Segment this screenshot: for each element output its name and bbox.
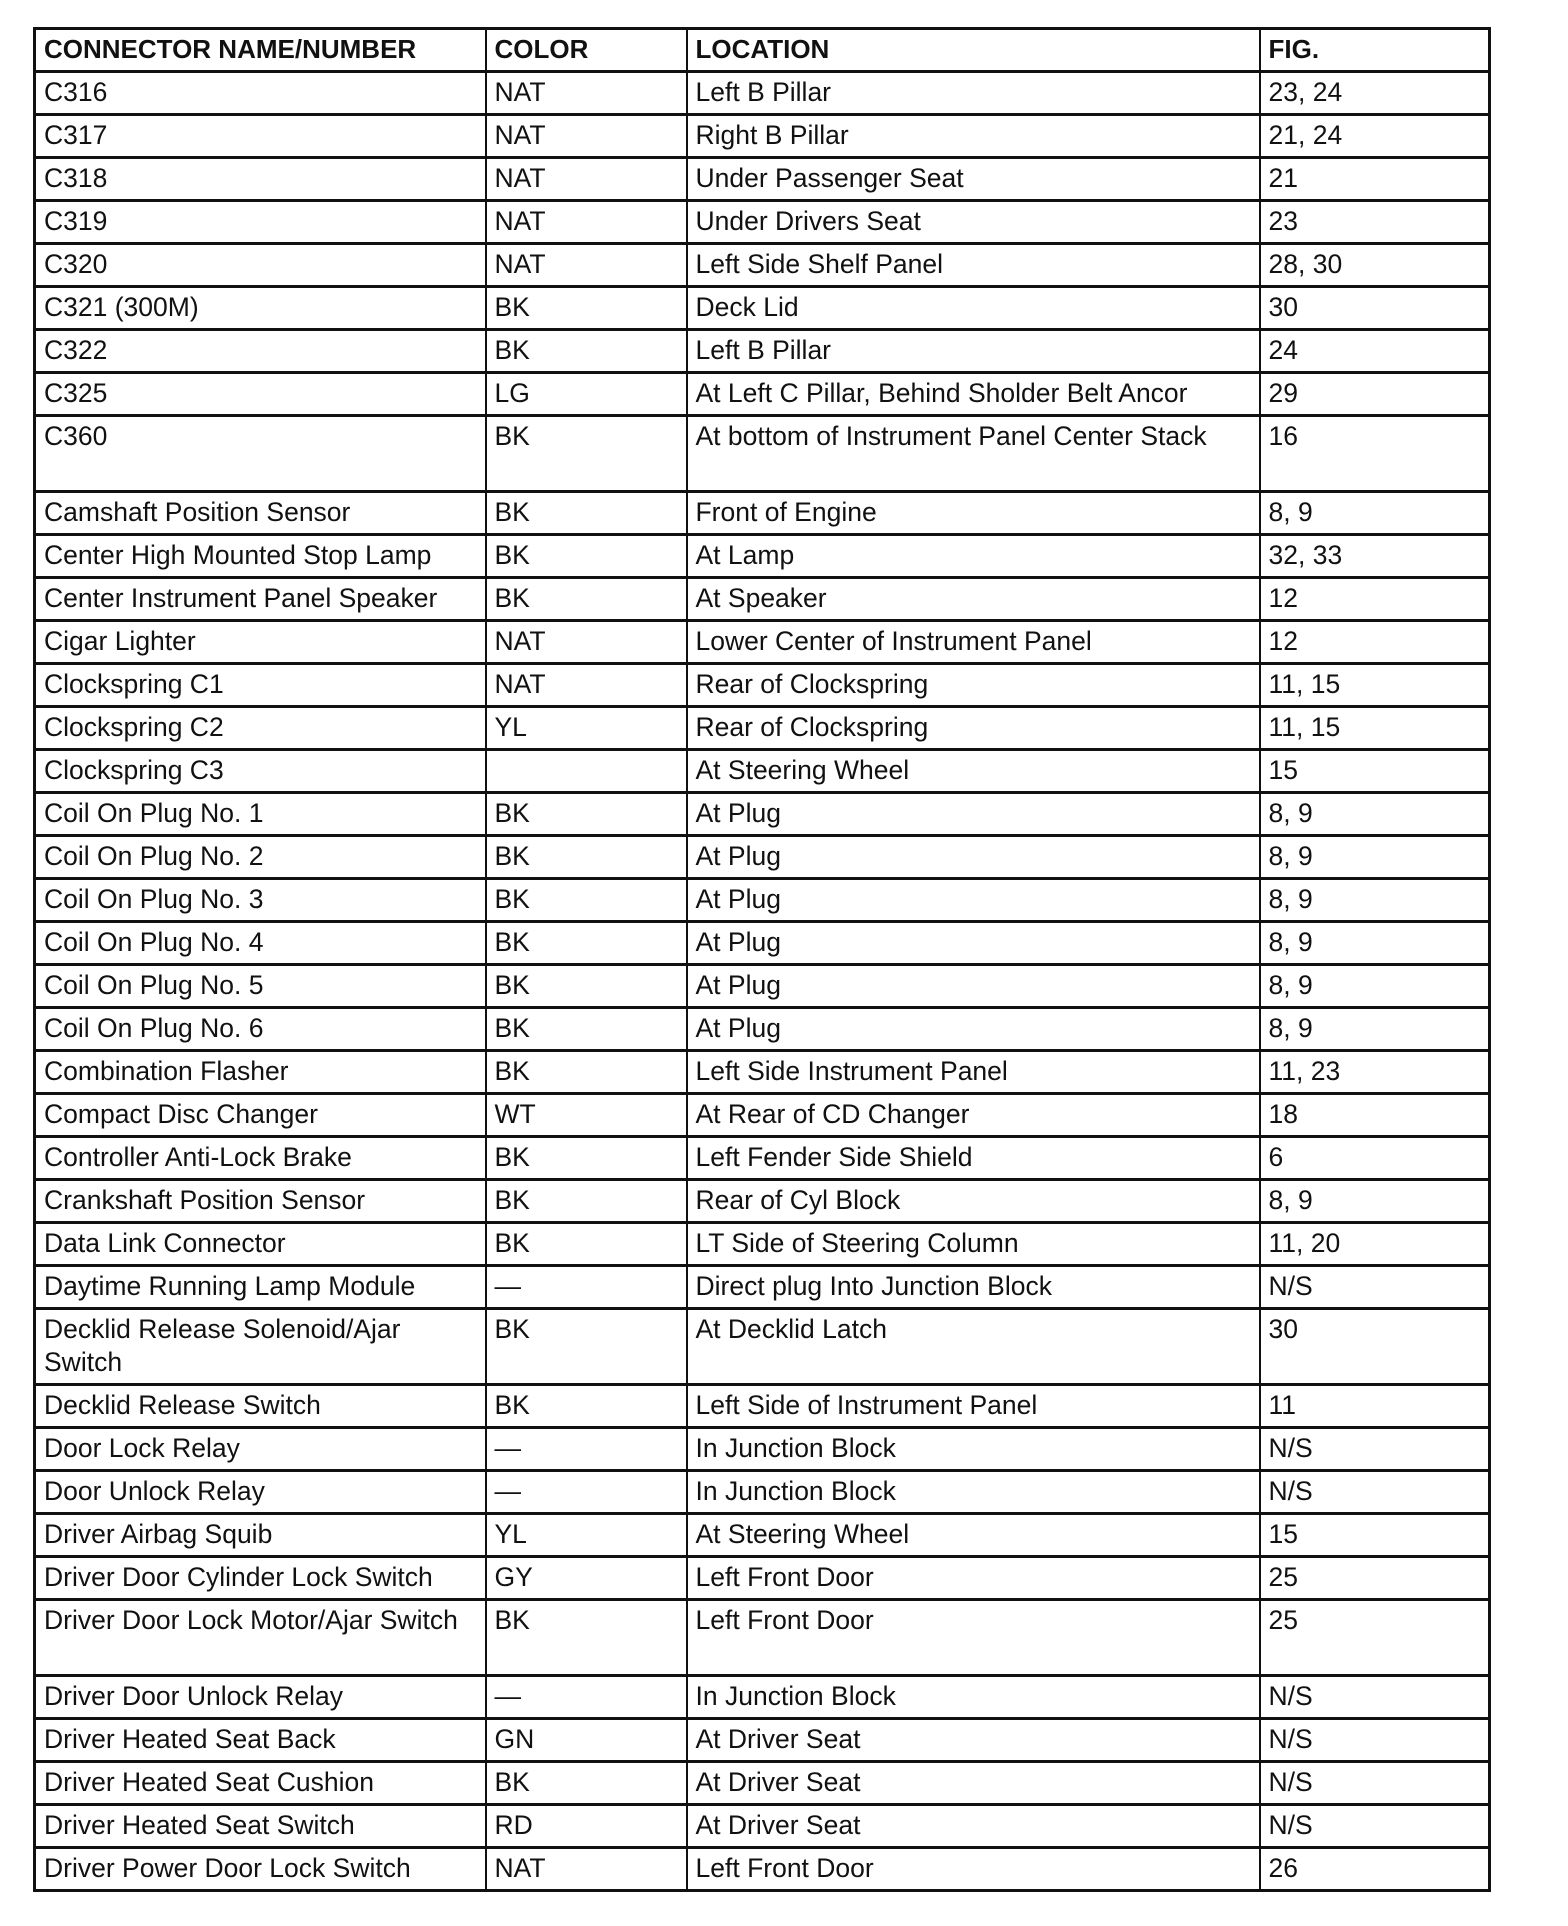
cell-location: At Driver Seat xyxy=(687,1762,1260,1805)
cell-location: At Plug xyxy=(687,965,1260,1008)
cell-fig: 8, 9 xyxy=(1260,1008,1490,1051)
cell-color xyxy=(486,750,687,793)
cell-color: BK xyxy=(486,1600,687,1676)
cell-color: — xyxy=(486,1676,687,1719)
cell-fig: 12 xyxy=(1260,578,1490,621)
cell-fig: 8, 9 xyxy=(1260,793,1490,836)
table-row xyxy=(35,664,1490,707)
cell-color: BK xyxy=(486,578,687,621)
cell-connector-name: C321 (300M) xyxy=(35,287,486,330)
cell-connector-name: C316 xyxy=(35,72,486,115)
table-row xyxy=(35,1094,1490,1137)
cell-connector-name: Center Instrument Panel Speaker xyxy=(35,578,486,621)
cell-color: — xyxy=(486,1266,687,1309)
table-row xyxy=(35,1223,1490,1266)
header-location: LOCATION xyxy=(687,29,1260,72)
cell-color: NAT xyxy=(486,1848,687,1891)
table-row xyxy=(35,1180,1490,1223)
cell-connector-name: Controller Anti-Lock Brake xyxy=(35,1137,486,1180)
table-row xyxy=(35,965,1490,1008)
cell-connector-name: Driver Door Lock Motor/Ajar Switch xyxy=(35,1600,486,1676)
cell-color: BK xyxy=(486,1762,687,1805)
cell-connector-name: Camshaft Position Sensor xyxy=(35,492,486,535)
cell-location: At Rear of CD Changer xyxy=(687,1094,1260,1137)
cell-color: RD xyxy=(486,1805,687,1848)
cell-color: BK xyxy=(486,879,687,922)
cell-fig: 8, 9 xyxy=(1260,836,1490,879)
table-row xyxy=(35,1848,1490,1891)
cell-connector-name: Center High Mounted Stop Lamp xyxy=(35,535,486,578)
table-row xyxy=(35,158,1490,201)
cell-color: NAT xyxy=(486,115,687,158)
cell-connector-name: C317 xyxy=(35,115,486,158)
header-fig: FIG. xyxy=(1260,29,1490,72)
table-row xyxy=(35,1805,1490,1848)
cell-location: Left Side Shelf Panel xyxy=(687,244,1260,287)
table-row xyxy=(35,707,1490,750)
cell-location: Deck Lid xyxy=(687,287,1260,330)
table-row xyxy=(35,201,1490,244)
cell-connector-name: Driver Door Unlock Relay xyxy=(35,1676,486,1719)
cell-color: BK xyxy=(486,1137,687,1180)
cell-color: — xyxy=(486,1428,687,1471)
cell-location: Under Passenger Seat xyxy=(687,158,1260,201)
cell-location: In Junction Block xyxy=(687,1428,1260,1471)
connector-table-page xyxy=(33,27,1488,1892)
cell-location: Under Drivers Seat xyxy=(687,201,1260,244)
cell-location: Right B Pillar xyxy=(687,115,1260,158)
header-color: COLOR xyxy=(486,29,687,72)
cell-connector-name: Driver Heated Seat Switch xyxy=(35,1805,486,1848)
cell-fig: 25 xyxy=(1260,1600,1490,1676)
cell-fig: 23, 24 xyxy=(1260,72,1490,115)
cell-fig: N/S xyxy=(1260,1762,1490,1805)
cell-location: At Left C Pillar, Behind Sholder Belt Ancor xyxy=(687,373,1260,416)
cell-color: BK xyxy=(486,965,687,1008)
cell-connector-name: Driver Heated Seat Back xyxy=(35,1719,486,1762)
cell-connector-name: Driver Heated Seat Cushion xyxy=(35,1762,486,1805)
cell-location: At Driver Seat xyxy=(687,1719,1260,1762)
cell-location: At Plug xyxy=(687,793,1260,836)
cell-color: LG xyxy=(486,373,687,416)
header-row xyxy=(35,29,1490,72)
cell-connector-name: Coil On Plug No. 6 xyxy=(35,1008,486,1051)
cell-color: NAT xyxy=(486,72,687,115)
cell-fig: N/S xyxy=(1260,1471,1490,1514)
cell-fig: 32, 33 xyxy=(1260,535,1490,578)
table-row xyxy=(35,1428,1490,1471)
table-row xyxy=(35,621,1490,664)
cell-fig: 16 xyxy=(1260,416,1490,492)
cell-fig: 24 xyxy=(1260,330,1490,373)
table-row xyxy=(35,1309,1490,1385)
table-body xyxy=(35,72,1490,1891)
table-row xyxy=(35,1762,1490,1805)
cell-location: Lower Center of Instrument Panel xyxy=(687,621,1260,664)
cell-fig: 11 xyxy=(1260,1385,1490,1428)
cell-connector-name: Daytime Running Lamp Module xyxy=(35,1266,486,1309)
cell-location: At Steering Wheel xyxy=(687,750,1260,793)
table-row xyxy=(35,836,1490,879)
table-row xyxy=(35,1266,1490,1309)
cell-color: NAT xyxy=(486,244,687,287)
cell-connector-name: Compact Disc Changer xyxy=(35,1094,486,1137)
cell-fig: 8, 9 xyxy=(1260,879,1490,922)
cell-color: BK xyxy=(486,1385,687,1428)
cell-color: BK xyxy=(486,330,687,373)
cell-connector-name: C325 xyxy=(35,373,486,416)
table-row xyxy=(35,793,1490,836)
cell-fig: N/S xyxy=(1260,1719,1490,1762)
cell-color: BK xyxy=(486,922,687,965)
table-row xyxy=(35,1514,1490,1557)
cell-connector-name: C360 xyxy=(35,416,486,492)
cell-connector-name: Crankshaft Position Sensor xyxy=(35,1180,486,1223)
cell-connector-name: Coil On Plug No. 4 xyxy=(35,922,486,965)
cell-color: BK xyxy=(486,1180,687,1223)
cell-location: Front of Engine xyxy=(687,492,1260,535)
table-row xyxy=(35,1600,1490,1676)
header-connector-name: CONNECTOR NAME/NUMBER xyxy=(35,29,486,72)
cell-fig: 11, 23 xyxy=(1260,1051,1490,1094)
cell-fig: 8, 9 xyxy=(1260,492,1490,535)
cell-connector-name: Clockspring C3 xyxy=(35,750,486,793)
table-row xyxy=(35,416,1490,492)
cell-color: NAT xyxy=(486,621,687,664)
cell-connector-name: Coil On Plug No. 1 xyxy=(35,793,486,836)
cell-fig: N/S xyxy=(1260,1428,1490,1471)
cell-location: Left Side of Instrument Panel xyxy=(687,1385,1260,1428)
cell-location: Left B Pillar xyxy=(687,330,1260,373)
cell-color: NAT xyxy=(486,664,687,707)
cell-location: LT Side of Steering Column xyxy=(687,1223,1260,1266)
cell-location: At Decklid Latch xyxy=(687,1309,1260,1385)
cell-connector-name: Driver Power Door Lock Switch xyxy=(35,1848,486,1891)
cell-connector-name: Decklid Release Switch xyxy=(35,1385,486,1428)
cell-fig: 11, 20 xyxy=(1260,1223,1490,1266)
cell-fig: 11, 15 xyxy=(1260,664,1490,707)
cell-location: At Driver Seat xyxy=(687,1805,1260,1848)
cell-location: At Lamp xyxy=(687,535,1260,578)
cell-color: BK xyxy=(486,1051,687,1094)
cell-connector-name: C320 xyxy=(35,244,486,287)
cell-connector-name: Decklid Release Solenoid/Ajar Switch xyxy=(35,1309,486,1385)
cell-location: At Steering Wheel xyxy=(687,1514,1260,1557)
cell-location: At bottom of Instrument Panel Center Stack xyxy=(687,416,1260,492)
cell-color: BK xyxy=(486,492,687,535)
cell-fig: 30 xyxy=(1260,287,1490,330)
cell-fig: N/S xyxy=(1260,1676,1490,1719)
cell-fig: 8, 9 xyxy=(1260,965,1490,1008)
table-row xyxy=(35,244,1490,287)
cell-fig: 15 xyxy=(1260,750,1490,793)
cell-color: YL xyxy=(486,707,687,750)
cell-connector-name: C319 xyxy=(35,201,486,244)
cell-location: At Plug xyxy=(687,1008,1260,1051)
table-row xyxy=(35,1008,1490,1051)
cell-color: BK xyxy=(486,416,687,492)
connector-table xyxy=(33,27,1491,1892)
cell-connector-name: C322 xyxy=(35,330,486,373)
cell-fig: 12 xyxy=(1260,621,1490,664)
cell-location: Rear of Clockspring xyxy=(687,664,1260,707)
table-row xyxy=(35,922,1490,965)
cell-connector-name: Coil On Plug No. 2 xyxy=(35,836,486,879)
table-row xyxy=(35,1051,1490,1094)
cell-fig: 26 xyxy=(1260,1848,1490,1891)
table-row xyxy=(35,1137,1490,1180)
table-row xyxy=(35,578,1490,621)
cell-connector-name: Door Unlock Relay xyxy=(35,1471,486,1514)
table-row xyxy=(35,1385,1490,1428)
cell-location: Rear of Cyl Block xyxy=(687,1180,1260,1223)
cell-location: Direct plug Into Junction Block xyxy=(687,1266,1260,1309)
cell-color: BK xyxy=(486,1008,687,1051)
table-row xyxy=(35,879,1490,922)
cell-connector-name: C318 xyxy=(35,158,486,201)
table-row xyxy=(35,750,1490,793)
table-row xyxy=(35,1676,1490,1719)
cell-location: Rear of Clockspring xyxy=(687,707,1260,750)
cell-color: BK xyxy=(486,1223,687,1266)
cell-connector-name: Clockspring C2 xyxy=(35,707,486,750)
cell-connector-name: Data Link Connector xyxy=(35,1223,486,1266)
cell-connector-name: Clockspring C1 xyxy=(35,664,486,707)
cell-color: GY xyxy=(486,1557,687,1600)
cell-color: GN xyxy=(486,1719,687,1762)
cell-location: Left Fender Side Shield xyxy=(687,1137,1260,1180)
table-row xyxy=(35,72,1490,115)
cell-location: Left Front Door xyxy=(687,1600,1260,1676)
cell-fig: 18 xyxy=(1260,1094,1490,1137)
cell-connector-name: Driver Door Cylinder Lock Switch xyxy=(35,1557,486,1600)
cell-color: NAT xyxy=(486,158,687,201)
cell-location: Left Front Door xyxy=(687,1557,1260,1600)
cell-connector-name: Door Lock Relay xyxy=(35,1428,486,1471)
table-row xyxy=(35,287,1490,330)
cell-connector-name: Coil On Plug No. 3 xyxy=(35,879,486,922)
cell-connector-name: Combination Flasher xyxy=(35,1051,486,1094)
table-row xyxy=(35,115,1490,158)
cell-color: NAT xyxy=(486,201,687,244)
cell-fig: 15 xyxy=(1260,1514,1490,1557)
cell-location: Left Front Door xyxy=(687,1848,1260,1891)
table-row xyxy=(35,492,1490,535)
cell-location: In Junction Block xyxy=(687,1676,1260,1719)
cell-fig: N/S xyxy=(1260,1805,1490,1848)
cell-color: BK xyxy=(486,836,687,879)
table-row xyxy=(35,1719,1490,1762)
cell-connector-name: Driver Airbag Squib xyxy=(35,1514,486,1557)
cell-location: Left Side Instrument Panel xyxy=(687,1051,1260,1094)
cell-fig: 30 xyxy=(1260,1309,1490,1385)
cell-connector-name: Coil On Plug No. 5 xyxy=(35,965,486,1008)
cell-fig: 11, 15 xyxy=(1260,707,1490,750)
table-row xyxy=(35,535,1490,578)
cell-color: WT xyxy=(486,1094,687,1137)
cell-fig: N/S xyxy=(1260,1266,1490,1309)
table-row xyxy=(35,373,1490,416)
cell-fig: 21 xyxy=(1260,158,1490,201)
cell-fig: 21, 24 xyxy=(1260,115,1490,158)
table-row xyxy=(35,330,1490,373)
cell-color: — xyxy=(486,1471,687,1514)
cell-color: BK xyxy=(486,535,687,578)
cell-color: BK xyxy=(486,1309,687,1385)
cell-location: At Plug xyxy=(687,879,1260,922)
table-row xyxy=(35,1557,1490,1600)
table-row xyxy=(35,1471,1490,1514)
cell-color: BK xyxy=(486,287,687,330)
cell-location: At Plug xyxy=(687,922,1260,965)
cell-fig: 25 xyxy=(1260,1557,1490,1600)
cell-fig: 23 xyxy=(1260,201,1490,244)
cell-location: At Speaker xyxy=(687,578,1260,621)
cell-location: In Junction Block xyxy=(687,1471,1260,1514)
cell-fig: 6 xyxy=(1260,1137,1490,1180)
cell-fig: 28, 30 xyxy=(1260,244,1490,287)
cell-fig: 29 xyxy=(1260,373,1490,416)
cell-fig: 8, 9 xyxy=(1260,1180,1490,1223)
cell-connector-name: Cigar Lighter xyxy=(35,621,486,664)
cell-location: At Plug xyxy=(687,836,1260,879)
cell-color: BK xyxy=(486,793,687,836)
cell-fig: 8, 9 xyxy=(1260,922,1490,965)
cell-color: YL xyxy=(486,1514,687,1557)
cell-location: Left B Pillar xyxy=(687,72,1260,115)
